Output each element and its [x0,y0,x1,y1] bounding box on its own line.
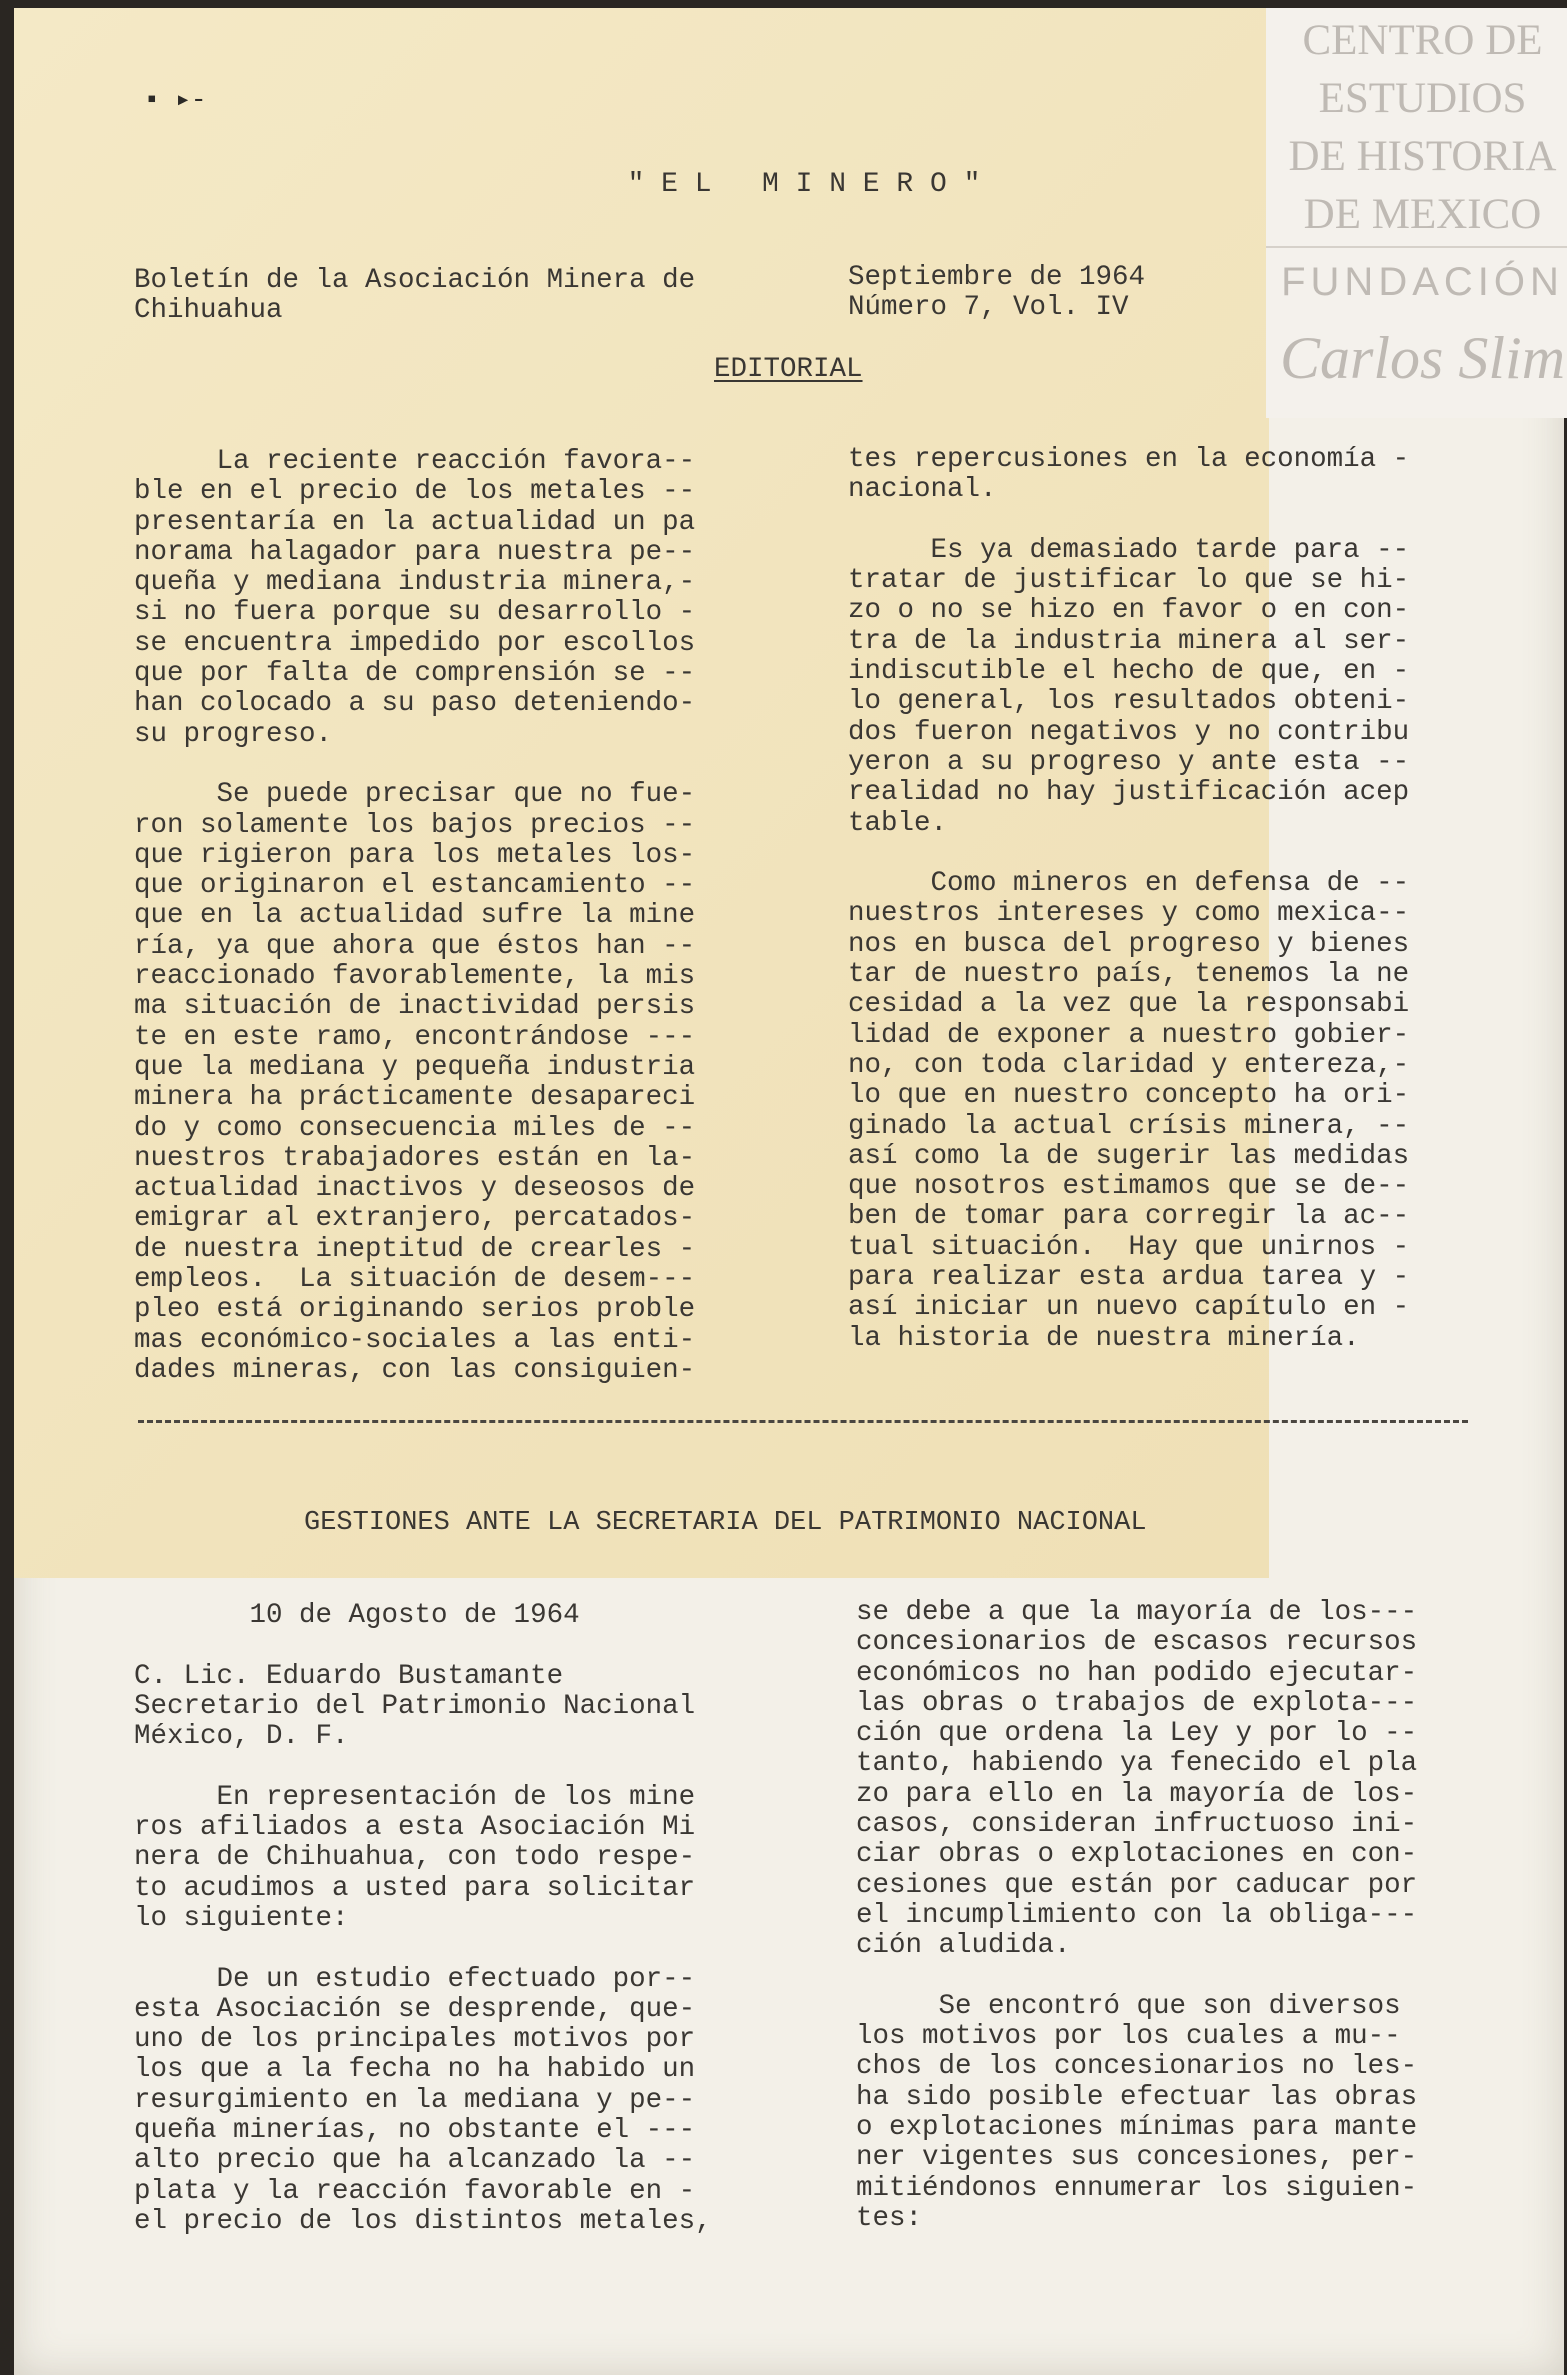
gestiones-column-left: 10 de Agosto de 1964 C. Lic. Eduardo Bustamante Secretario del Patrimonio Nacional México, D. F. En representación de los mine ros afiliados a esta Asociación Mi nera de Chihuahua, con todo respe- to acudimos a usted para solicitar lo siguiente: De un estudio efectuado por-- esta Asociación se desprende, que- uno de los principales motivos por los que a la fecha no ha habido un resurgimiento en la mediana y pe-- queña minerías, no obstante el --- alto precio que ha alcanzado la -- plata y la reacción favorable en - el precio de los distintos metales, [134,1600,712,2237]
bulletin-name: Boletín de la Asociación Minera de Chihuahua [134,265,696,327]
document-page [14,8,1564,2375]
section-divider [138,1420,1468,1423]
editorial-heading: EDITORIAL [714,354,863,385]
watermark-centro-estudios: CENTRO DE ESTUDIOS DE HISTORIA DE MEXICO [1288,17,1557,238]
editorial-column-left: La reciente reacción favora-- ble en el precio de los metales -- presentaría en la actualidad un pa norama halagador para nuestra pe-- queña y mediana industria minera,- si no fuera porque su desarrollo - se encuentra impedido por escollos que por falta de comprensión se -- han colocado a su paso deteniendo- su progreso. Se puede precisar que no fue- ron solamente los bajos precios -- que rigieron para los metales los- que originaron el estancamiento -- que en la actualidad sufre la mine ría, ya que ahora que éstos han -- reaccionado favorablemente, la mis ma situación de inactividad persis te en este ramo, encontrándose --- que la mediana y pequeña industria minera ha prácticamente desapareci do y como consecuencia miles de -- nuestros trabajadores están en la- actualidad inactivos y deseosos de emigrar al extranjero, percatados- de nuestra ineptitud de crearles - empleos. La situación de desem--- pleo está originando serios proble mas económico-sociales a las enti- dades mineras, con las consiguien- [134,446,696,1386]
watermark-fundacion: FUNDACIÓN [1281,260,1564,304]
watermark-divider [1266,246,1567,248]
editorial-column-right: tes repercusiones en la economía - nacional. Es ya demasiado tarde para -- tratar de justificar lo que se hi- zo o no se hizo en favor o en con- tra de la industria minera al ser- indiscutible el hecho de que, en - lo general, los resultados obteni- dos fueron negativos y no contribu yeron a su progreso y ante esta -- realidad no hay justificación acep table. Como mineros en defensa de -- nuestros intereses y como mexica-- nos en busca del progreso y bienes tar de nuestro país, tenemos la ne cesidad a la vez que la responsabi lidad de exponer a nuestro gobier- no, con toda claridad y entereza,- lo que en nuestro concepto ha ori- ginado la actual crísis minera, -- así como la de sugerir las medidas que nosotros estimamos que se de-- ben de tomar para corregir la ac-- tual situación. Hay que unirnos - para realizar esta ardua tarea y - así iniciar un nuevo capítulo en - la historia de nuestra minería. [848,444,1410,1354]
gestiones-heading: GESTIONES ANTE LA SECRETARIA DEL PATRIMONIO NACIONAL [304,1508,1147,1538]
punch-marks: ▪ ▸- [144,85,207,115]
watermark-signature: Carlos Slim [1279,325,1566,391]
newsletter-title: " E L M I N E R O " [627,169,981,200]
issue-date: Septiembre de 1964 Número 7, Vol. IV [848,262,1146,324]
gestiones-column-right: se debe a que la mayoría de los--- concesionarios de escasos recursos económicos no han podido ejecutar- las obras o trabajos de explota--- ción que ordena la Ley y por lo -- tanto, habiendo ya fenecido el pla zo para ello en la mayoría de los- casos, consideran infructuoso ini- ciar obras o explotaciones en con- cesiones que están por caducar por el incumplimiento con la obliga--- ción aludida. Se encontró que son diversos los motivos por los cuales a mu-- chos de los concesionarios no les- ha sido posible efectuar las obras o explotaciones mínimas para mante ner vigentes sus concesiones, per- mitiéndonos ennumerar los siguien- tes: [856,1597,1418,2234]
